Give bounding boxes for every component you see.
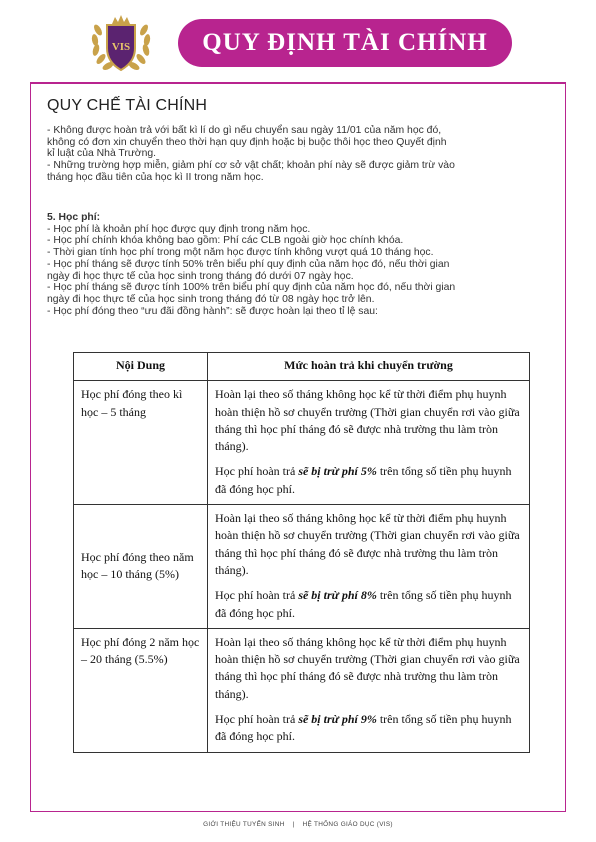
- refund-table: [73, 352, 530, 753]
- table-header-row: [74, 353, 530, 381]
- header-content: Nội Dung: [74, 353, 208, 381]
- table-row: [74, 381, 530, 505]
- refund-fee: Học phí hoàn trả sẽ bị trừ phí 9% trên tổng số tiền phụ huynh đã đóng học phí.: [215, 712, 512, 744]
- row-content: Học phí đóng 2 năm học – 20 tháng (5.5%): [74, 628, 208, 752]
- tuition-line: - Thời gian tính học phí trong một năm học được tính không vượt quá 10 tháng học.: [47, 247, 434, 259]
- tuition-section: [47, 212, 559, 317]
- refund-description: Hoàn lại theo số tháng không học kể từ thời điểm phụ huynh hoàn thiện hồ sơ chuyển trường (Thời gian chuyển rơi vào giữa tháng thì học phí tháng đó sẽ được nhà trường thu làm tròn tháng).: [215, 387, 520, 454]
- footer-left: GIỚI THIỆU TUYỂN SINH: [203, 821, 285, 828]
- refund-fee: Học phí hoàn trả sẽ bị trừ phí 5% trên tổng số tiền phụ huynh đã đóng học phí.: [215, 464, 512, 496]
- tuition-line: ngày đi học thực tế của học sinh trong tháng đó dưới 07 ngày học.: [47, 270, 354, 282]
- footer: [0, 821, 596, 828]
- row-content: Học phí đóng theo năm học – 10 tháng (5%): [74, 505, 208, 629]
- tuition-line: - Học phí đóng theo “ưu đãi đồng hành”: sẽ được hoàn lại theo tỉ lệ sau:: [47, 305, 378, 317]
- table-row: [74, 505, 530, 629]
- row-refund: [208, 505, 530, 629]
- row-refund: [208, 628, 530, 752]
- footer-separator: |: [292, 821, 295, 828]
- fee-deduction: sẽ bị trừ phí 9%: [298, 712, 377, 727]
- tuition-line: - Học phí chính khóa không bao gồm: Phí các CLB ngoài giờ học chính khóa.: [47, 235, 404, 247]
- tuition-line: - Học phí là khoản phí học được quy định trong năm học.: [47, 223, 311, 235]
- header-refund: Mức hoàn trả khi chuyển trường: [208, 353, 530, 381]
- row-content: Học phí đóng theo kì học – 5 tháng: [74, 381, 208, 505]
- row-refund: [208, 381, 530, 505]
- footer-right: HỆ THỐNG GIÁO DỤC (VIS): [302, 821, 393, 828]
- tuition-heading: 5. Học phí:: [47, 212, 101, 223]
- header-banner: [178, 19, 512, 67]
- intro-line: kỉ luật của Nhà Trường.: [47, 148, 157, 160]
- tuition-line: - Học phí tháng sẽ được tính 50% trên biểu phí quy định của năm học đó, nếu thời gian: [47, 258, 450, 270]
- intro-line: tháng học đầu tiên của học kì II trong năm học.: [47, 171, 264, 183]
- table-row: [74, 628, 530, 752]
- intro-line: không có đơn xin chuyển theo thời hạn quy định hoặc bị buộc thôi học theo Quyết định: [47, 136, 447, 148]
- intro-line: - Những trường hợp miễn, giảm phí cơ sở vật chất; khoản phí này sẽ được giảm trừ vào: [47, 160, 455, 172]
- logo-text: VIS: [111, 41, 131, 53]
- fee-deduction: sẽ bị trừ phí 5%: [298, 464, 377, 479]
- page-title: QUY ĐỊNH TÀI CHÍNH: [202, 29, 488, 56]
- fee-deduction: sẽ bị trừ phí 8%: [298, 588, 377, 603]
- vis-logo: [86, 12, 156, 78]
- refund-description: Hoàn lại theo số tháng không học kể từ thời điểm phụ huynh hoàn thiện hồ sơ chuyển trường (Thời gian chuyển rơi vào giữa tháng thì học phí tháng đó sẽ được nhà trường thu làm tròn tháng).: [215, 511, 520, 577]
- tuition-line: ngày đi học thực tế của học sinh trong tháng đó từ 08 ngày học trở lên.: [47, 293, 375, 305]
- section-title: QUY CHẾ TÀI CHÍNH: [47, 97, 208, 114]
- intro-paragraph: [47, 125, 559, 184]
- tuition-line: - Học phí tháng sẽ được tính 100% trên biểu phí quy định của năm học đó, nếu thời gian: [47, 282, 456, 294]
- refund-fee: Học phí hoàn trả sẽ bị trừ phí 8% trên tổng số tiền phụ huynh đã đóng học phí.: [215, 588, 512, 620]
- refund-description: Hoàn lại theo số tháng không học kể từ thời điểm phụ huynh hoàn thiện hồ sơ chuyển trường (Thời gian chuyển rơi vào giữa tháng thì học phí tháng đó sẽ được nhà trường thu làm tròn tháng).: [215, 634, 520, 701]
- intro-line: - Không được hoàn trả với bất kì lí do gì nếu chuyển sau ngày 11/01 của năm học đó,: [47, 125, 442, 136]
